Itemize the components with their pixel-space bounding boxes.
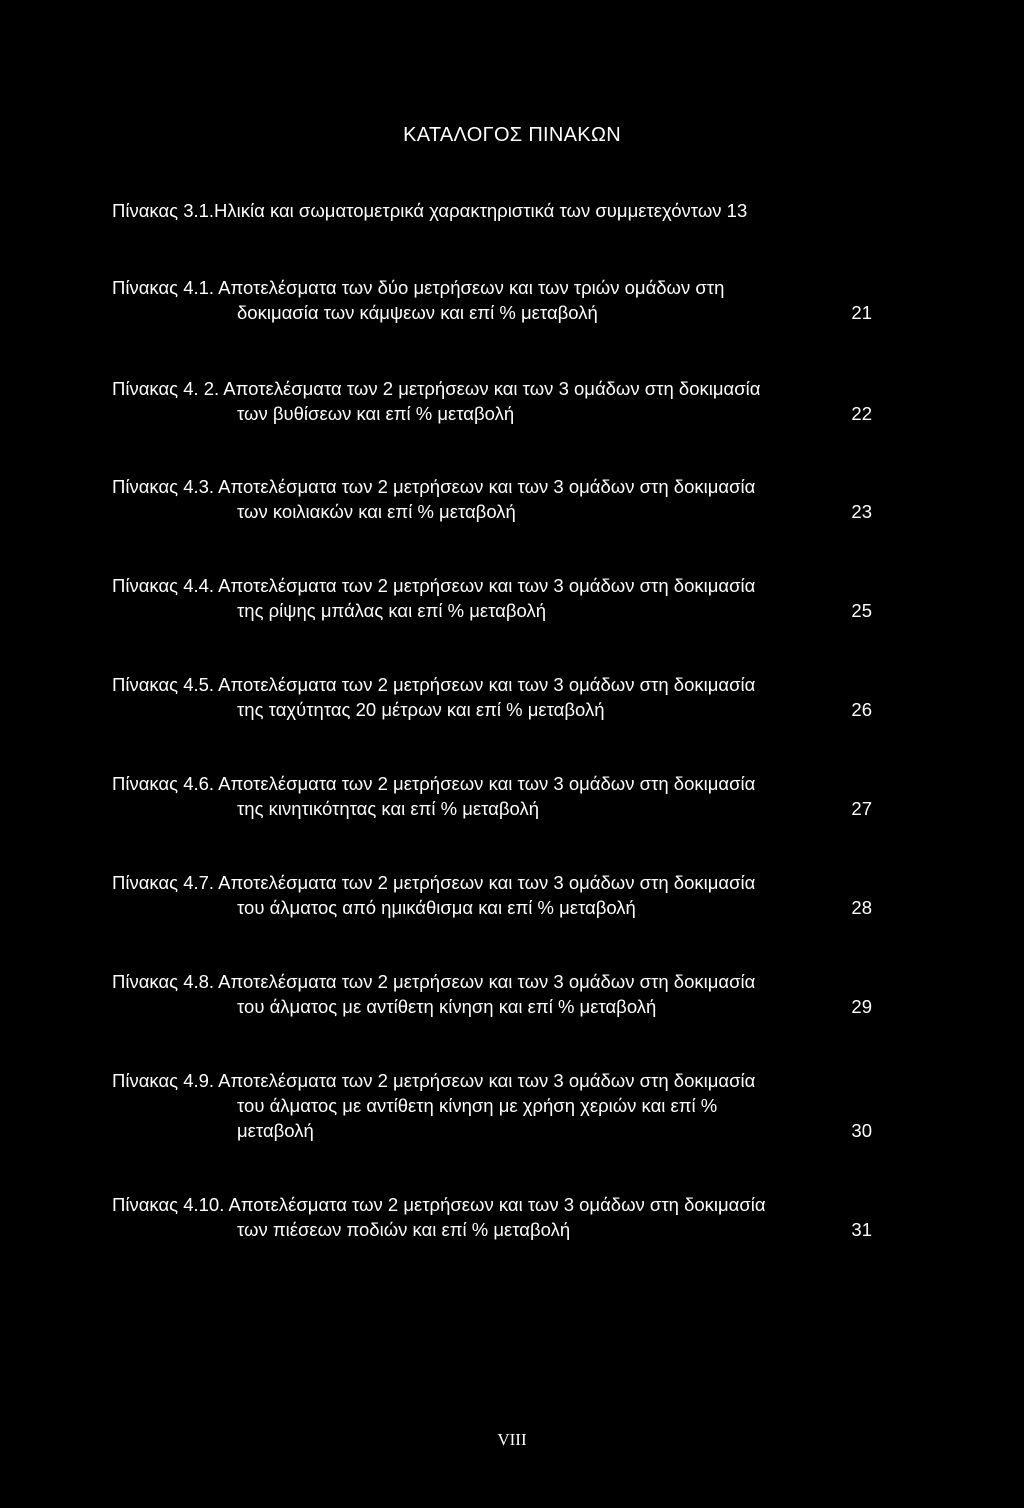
toc-entry-text: των βυθίσεων και επί % μεταβολή bbox=[237, 403, 515, 424]
toc-entry-4-4[interactable] bbox=[112, 573, 872, 599]
toc-entry-text: Πίνακας 4.4. Αποτελέσματα των 2 μετρήσεων και των 3 ομάδων στη δοκιμασία bbox=[112, 575, 756, 596]
toc-page-number: 23 bbox=[851, 501, 872, 522]
toc-entry-text: της ταχύτητας 20 μέτρων και επί % μεταβολή bbox=[237, 699, 605, 720]
toc-entry-text: δοκιμασία των κάμψεων και επί % μεταβολή bbox=[237, 302, 598, 323]
toc-page-number: 31 bbox=[851, 1219, 872, 1240]
toc-entry-text: των κοιλιακών και επί % μεταβολή bbox=[237, 501, 516, 522]
toc-entry-4-9[interactable] bbox=[112, 1068, 872, 1094]
toc-entry-3-1[interactable] bbox=[112, 198, 872, 224]
toc-entry-text: του άλματος με αντίθετη κίνηση με χρήση χεριών και επί % bbox=[237, 1095, 718, 1116]
toc-entry-text: Πίνακας 4.7. Αποτελέσματα των 2 μετρήσεων και των 3 ομάδων στη δοκιμασία bbox=[112, 872, 756, 893]
toc-entry-text: Πίνακας 4.5. Αποτελέσματα των 2 μετρήσεων και των 3 ομάδων στη δοκιμασία bbox=[112, 674, 756, 695]
toc-entry-text: Πίνακας 3.1.Ηλικία και σωματομετρικά χαρακτηριστικά των συμμετεχόντων 13 bbox=[112, 200, 748, 221]
toc-page-number: 26 bbox=[851, 699, 872, 720]
toc-entry-4-1[interactable] bbox=[112, 275, 872, 301]
toc-page-number: 27 bbox=[851, 798, 872, 819]
toc-page-number: 30 bbox=[851, 1120, 872, 1141]
toc-page-number: 28 bbox=[851, 897, 872, 918]
toc-entry-4-7[interactable] bbox=[112, 870, 872, 896]
toc-entry-4-8[interactable] bbox=[112, 969, 872, 995]
toc-entry-text: της κινητικότητας και επί % μεταβολή bbox=[237, 798, 539, 819]
toc-entry-4-5[interactable] bbox=[112, 672, 872, 698]
toc-entry-text: μεταβολή bbox=[237, 1120, 314, 1141]
toc-entry-text: Πίνακας 4.1. Αποτελέσματα των δύο μετρήσεων και των τριών ομάδων στη bbox=[112, 277, 725, 298]
page-title: ΚΑΤΑΛΟΓΟΣ ΠΙΝΑΚΩΝ bbox=[403, 124, 621, 146]
toc-entry-4-3[interactable] bbox=[112, 474, 872, 500]
toc-entry-4-2[interactable] bbox=[112, 376, 872, 402]
toc-entry-text: Πίνακας 4.6. Αποτελέσματα των 2 μετρήσεων και των 3 ομάδων στη δοκιμασία bbox=[112, 773, 756, 794]
toc-page-number: 22 bbox=[851, 403, 872, 424]
toc-entry-text: Πίνακας 4.10. Αποτελέσματα των 2 μετρήσεων και των 3 ομάδων στη δοκιμασία bbox=[112, 1194, 766, 1215]
toc-page-number: 21 bbox=[851, 302, 872, 323]
toc-entry-text: της ρίψης μπάλας και επί % μεταβολή bbox=[237, 600, 546, 621]
toc-page-number: 29 bbox=[851, 996, 872, 1017]
toc-entry-text: των πιέσεων ποδιών και επί % μεταβολή bbox=[237, 1219, 571, 1240]
toc-entry-4-6[interactable] bbox=[112, 771, 872, 797]
page-footer-number: VIII bbox=[497, 1430, 527, 1449]
toc-entry-text: Πίνακας 4. 2. Αποτελέσματα των 2 μετρήσεων και των 3 ομάδων στη δοκιμασία bbox=[112, 378, 761, 399]
toc-entry-text: του άλματος με αντίθετη κίνηση και επί % μεταβολή bbox=[237, 996, 657, 1017]
toc-entry-text: Πίνακας 4.9. Αποτελέσματα των 2 μετρήσεων και των 3 ομάδων στη δοκιμασία bbox=[112, 1070, 756, 1091]
toc-entry-text: του άλματος από ημικάθισμα και επί % μεταβολή bbox=[237, 897, 636, 918]
toc-page-number: 25 bbox=[851, 600, 872, 621]
toc-entry-4-10[interactable] bbox=[112, 1192, 872, 1218]
toc-entry-text: Πίνακας 4.8. Αποτελέσματα των 2 μετρήσεων και των 3 ομάδων στη δοκιμασία bbox=[112, 971, 756, 992]
toc-entry-text: Πίνακας 4.3. Αποτελέσματα των 2 μετρήσεων και των 3 ομάδων στη δοκιμασία bbox=[112, 476, 756, 497]
